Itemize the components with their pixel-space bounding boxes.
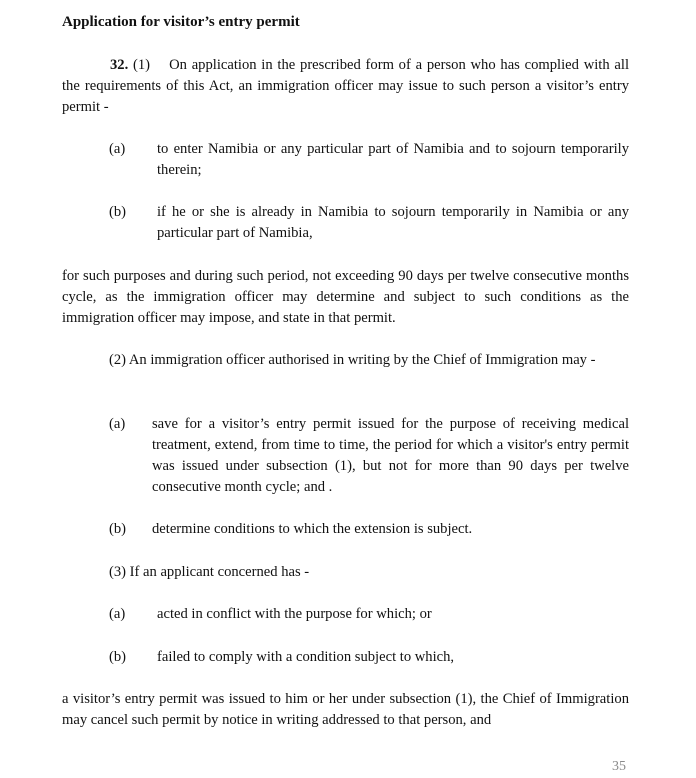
- item-text: failed to comply with a condition subject to which,: [157, 649, 455, 665]
- subsection-3-item-a: [109, 604, 629, 625]
- subsection-3-item-b: [109, 647, 629, 668]
- section-number: 32.: [110, 57, 129, 73]
- subsection-1-text: On application in the prescribed form of a person who has complied with all the requirements of this Act, an immigration officer may issue to such person a visitor’s entry permit -: [62, 57, 629, 115]
- subsection-2-item-b: [109, 519, 629, 540]
- item-text: to enter Namibia or any particular part of Namibia and to sojourn temporarily therein;: [157, 141, 629, 178]
- item-label: (a): [109, 416, 126, 432]
- page-number: 35: [612, 759, 626, 774]
- item-text: determine conditions to which the extension is subject.: [152, 521, 473, 537]
- subsection-1-item-a: [109, 139, 629, 181]
- item-text: acted in conflict with the purpose for which; or: [157, 606, 432, 622]
- subsection-1-paragraph: [62, 55, 629, 118]
- section-heading: Application for visitor’s entry permit: [62, 14, 300, 30]
- subsection-1-label: (1): [133, 57, 151, 73]
- subsection-3-closing: a visitor’s entry permit was issued to him or her under subsection (1), the Chief of Immigration may cancel such permit by notice in writing addressed to that person, and: [62, 691, 629, 728]
- item-label: (b): [109, 204, 127, 220]
- item-label: (b): [109, 649, 127, 665]
- item-label: (a): [109, 606, 126, 622]
- item-label: (a): [109, 141, 126, 157]
- item-text: save for a visitor’s entry permit issued for the purpose of receiving medical treatment, extend, from time to time, the period for which a visitor's entry permit was issued under subsection (1), but not for more than 90 days per twelve consecutive month cycle; and .: [152, 416, 629, 495]
- item-text: if he or she is already in Namibia to sojourn temporarily in Namibia or any particular part of Namibia,: [157, 204, 629, 241]
- subsection-2-paragraph: (2) An immigration officer authorised in writing by the Chief of Immigration may -: [109, 352, 596, 368]
- item-label: (b): [109, 521, 127, 537]
- subsection-2-item-a: [109, 414, 629, 498]
- subsection-1-item-b: [109, 202, 629, 244]
- subsection-1-closing: for such purposes and during such period, not exceeding 90 days per twelve consecutive months cycle, as the immigration officer may determine and subject to such conditions as the immigration officer may impose, and state in that permit.: [62, 268, 629, 326]
- subsection-3-paragraph: (3) If an applicant concerned has -: [109, 564, 310, 580]
